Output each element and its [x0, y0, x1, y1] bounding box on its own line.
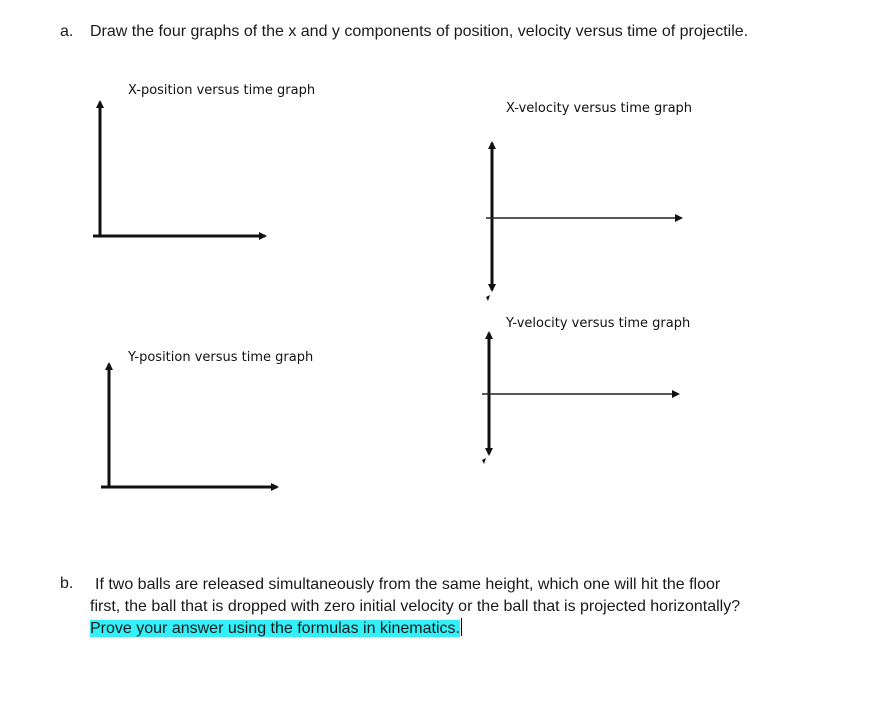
part-a-label: a. [60, 23, 74, 40]
y-velocity-graph-title: Y-velocity versus time graph [506, 316, 691, 331]
part-b-line-3[interactable] [90, 618, 850, 640]
x-position-graph-title: X-position versus time graph [128, 83, 316, 98]
part-b-label: b. [60, 575, 74, 592]
highlighted-text[interactable]: Prove your answer using the formulas in kinematics. [90, 620, 460, 637]
y-velocity-axes [482, 333, 678, 464]
x-velocity-graph-title: X-velocity versus time graph [506, 101, 693, 116]
y-position-graph-title: Y-position versus time graph [128, 350, 314, 365]
part-b-line-1: If two balls are released simultaneously from the same height, which one will hit the floor [95, 576, 721, 593]
y-position-axes [101, 364, 277, 487]
part-b-line-2: first, the ball that is dropped with zero initial velocity or the ball that is projected horizontally? [90, 598, 741, 615]
part-b-question [90, 574, 850, 640]
text-cursor [461, 618, 462, 636]
x-position-axes [93, 102, 265, 236]
x-velocity-axes [486, 143, 681, 301]
part-a-question: Draw the four graphs of the x and y components of position, velocity versus time of projectile. [90, 23, 749, 40]
